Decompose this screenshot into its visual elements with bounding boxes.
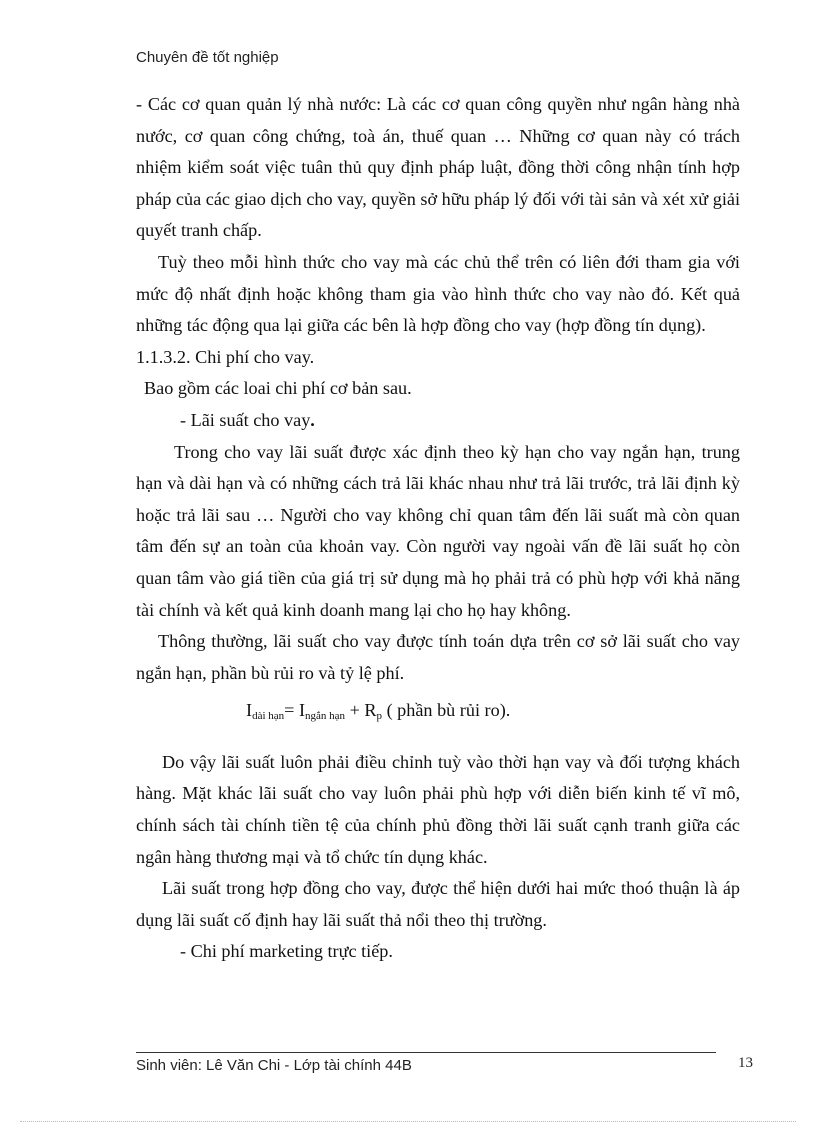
body-text (136, 89, 740, 968)
list-item-marketing-cost: - Chi phí marketing trực tiếp. (180, 941, 393, 962)
footer-author: Sinh viên: Lê Văn Chi - Lớp tài chính 44B (136, 1057, 412, 1074)
page-bottom-border (20, 1121, 796, 1122)
paragraph-participation: Tuỳ theo mỗi hình thức cho vay mà các chủ thể trên có liên đới tham gia với mức độ nhất định hoặc không tham gia vào hình thức cho vay nào đó. Kết quả những tác động qua lại giữa các bên là hợp đồng cho vay (hợp đồng tín dụng). (136, 251, 740, 336)
section-heading: 1.1.3.2. Chi phí cho vay. (136, 346, 315, 367)
paragraph-state-agencies: - Các cơ quan quản lý nhà nước: Là các cơ quan công quyền như ngân hàng nhà nước, cơ quan công chứng, toà án, thuế quan … Những cơ quan này có trách nhiệm kiểm soát việc tuân thủ quy định pháp luật, đồng thời công nhận tính hợp pháp của các giao dịch cho vay, quyền sở hữu pháp lý đối với tài sản và xét xử giải quyết tranh chấp. (136, 94, 740, 241)
page-number: 13 (738, 1055, 753, 1071)
paragraph-contract-rate: Lãi suất trong hợp đồng cho vay, được thể hiện dưới hai mức thoó thuận là áp dụng lãi suất cố định hay lãi suất thả nổi theo thị trường. (136, 878, 740, 930)
paragraph-cost-intro: Bao gồm các loai chi phí cơ bản sau. (144, 378, 412, 399)
footer-divider (136, 1052, 716, 1053)
list-item-interest-rate: - Lãi suất cho vay. (180, 409, 315, 430)
paragraph-interest-basis: Thông thường, lãi suất cho vay được tính toán dựa trên cơ sở lãi suất cho vay ngắn hạn, phần bù rủi ro và tỷ lệ phí. (136, 631, 740, 683)
paragraph-interest-terms: Trong cho vay lãi suất được xác định theo kỳ hạn cho vay ngắn hạn, trung hạn và dài hạn và có những cách trả lãi khác nhau như trả lãi trước, trả lãi định kỳ hoặc trả lãi sau … Người cho vay không chỉ quan tâm đến lãi suất mà còn quan tâm đến sự an toàn của khoản vay. Còn người vay ngoài vấn đề lãi suất họ còn quan tâm vào giá tiền của giá trị sử dụng mà họ phải trả có phù hợp với khả năng tài chính và kết quả kinh doanh mang lại cho họ hay không. (136, 441, 740, 620)
page-header: Chuyên đề tốt nghiệp (136, 49, 279, 66)
paragraph-adjustment: Do vậy lãi suất luôn phải điều chỉnh tuỳ vào thời hạn vay và đối tượng khách hàng. Mặt khác lãi suất cho vay luôn phải phù hợp với diễn biến kinh tế vĩ mô, chính sách tài chính tiền tệ của chính phủ đồng thời lãi suất cạnh tranh giữa các ngân hàng thương mại và tổ chức tín dụng khác. (136, 751, 740, 867)
interest-formula: $I_{dài hạn}= I_{ngắn hạn} + R_p$ ( phần bù rủi ro). (246, 700, 511, 723)
